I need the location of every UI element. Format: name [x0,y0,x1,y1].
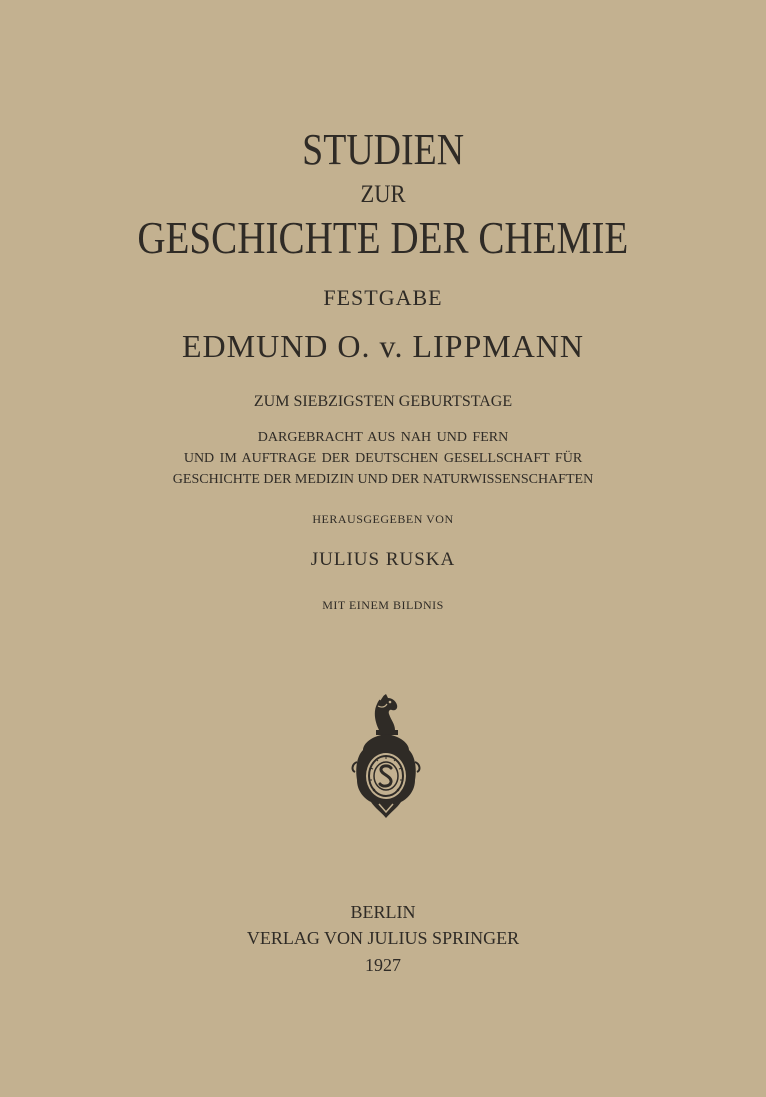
presentation-line-1: DARGEBRACHT AUS NAH UND FERN [257,430,509,445]
title-connector: ZUR [360,181,406,208]
occasion-line: ZUM SIEBZIGSTEN GEBURTSTAGE [253,393,513,410]
publisher-name: VERLAG VON JULIUS SPRINGER [246,928,520,948]
editor-label: HERAUSGEGEBEN VON [312,512,454,526]
publisher-city: BERLIN [350,902,416,922]
portrait-note: MIT EINEM BILDNIS [322,598,444,612]
presentation-line-3: GESCHICHTE DER MEDIZIN UND DER NATURWISSENSCHAFTEN [172,472,594,487]
editor-name: JULIUS RUSKA [310,549,456,570]
book-title: STUDIEN [302,125,464,174]
springer-horse-emblem-icon [349,690,423,824]
book-subtitle: GESCHICHTE DER CHEMIE [137,212,629,263]
presentation-line-2: UND IM AUFTRAGE DER DEUTSCHEN GESELLSCHAFT FÜR [183,451,583,466]
festgabe-label: FESTGABE [323,285,443,310]
honoree-name: EDMUND O. v. LIPPMANN [181,328,585,364]
publication-year: 1927 [365,955,401,975]
